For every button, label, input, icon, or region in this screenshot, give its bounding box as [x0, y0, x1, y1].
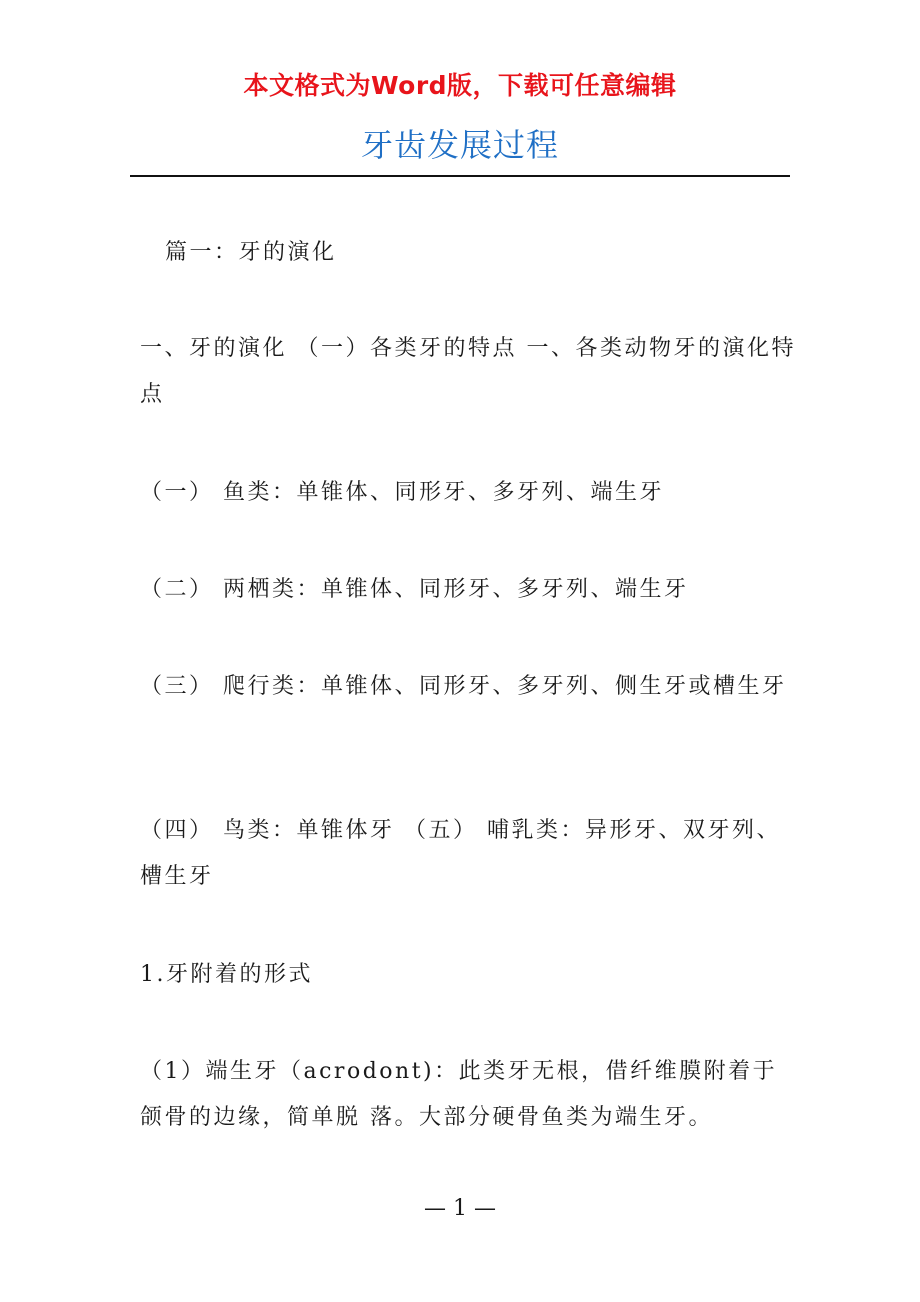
title-divider: [130, 175, 790, 177]
subsection-heading: 1.牙附着的形式: [140, 962, 313, 987]
paragraph: （二） 两栖类：单锥体、同形牙、多牙列、端生牙: [140, 577, 689, 602]
page-number: — 1 —: [424, 1196, 496, 1221]
paragraph: （1）端生牙（acrodont)：此类牙无根，借纤维膜附着于颌骨的边缘，简单脱 落。大部分硬骨鱼类为端生牙。: [140, 1059, 778, 1130]
paragraph: （三） 爬行类：单锥体、同形牙、多牙列、侧生牙或槽生牙: [140, 674, 787, 699]
section-heading: 篇一：牙的演化: [165, 240, 337, 265]
paragraph: 一、牙的演化 （一）各类牙的特点 一、各类动物牙的演化特点: [140, 336, 796, 407]
paragraph: （一） 鱼类：单锥体、同形牙、多牙列、端生牙: [140, 480, 664, 505]
paragraph: （四） 鸟类：单锥体牙 （五） 哺乳类：异形牙、双牙列、槽生牙: [140, 818, 781, 889]
document-title: 牙齿发展过程: [360, 126, 559, 164]
format-banner: 本文格式为Word版，下载可任意编辑: [243, 71, 677, 100]
